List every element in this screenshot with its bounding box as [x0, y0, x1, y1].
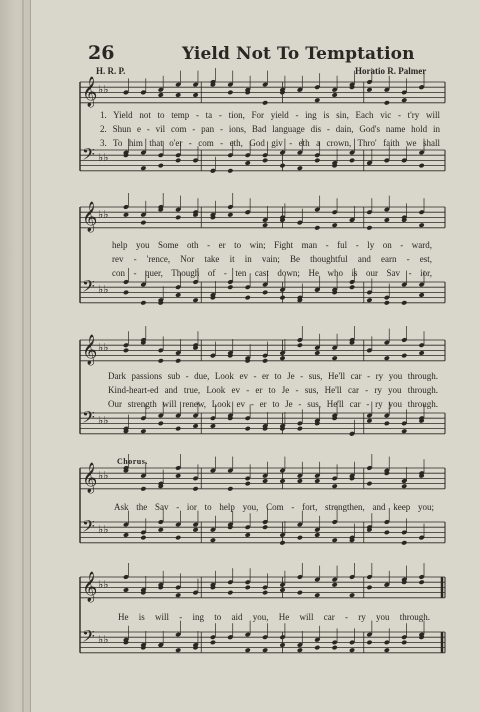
notehead [297, 342, 303, 348]
notehead [314, 158, 320, 164]
notehead [418, 222, 424, 228]
notehead [349, 647, 355, 653]
notehead [140, 220, 146, 226]
notehead [401, 483, 407, 489]
notehead [158, 358, 164, 364]
key-signature: ♭♭ [98, 283, 109, 296]
notehead [192, 527, 198, 533]
hymn-title: Yield Not To Temptation [182, 44, 415, 64]
words-author: H. R. P. [96, 66, 126, 76]
notehead [262, 478, 268, 484]
treble-clef: 𝄞 [82, 335, 98, 365]
notehead [158, 421, 164, 427]
notehead [314, 225, 320, 231]
notehead [227, 168, 233, 174]
notehead [262, 647, 268, 653]
notehead [175, 158, 181, 164]
notehead [384, 355, 390, 361]
bass-clef: 𝄢 [82, 516, 95, 540]
lyric-line-s2-v3: con - quer, Though of - ten cast down; He who is our Sav - ior, [112, 268, 432, 278]
notehead [297, 647, 303, 653]
notehead [332, 355, 338, 361]
notehead [314, 592, 320, 598]
notehead [366, 87, 372, 93]
notehead [245, 481, 251, 487]
notehead [366, 585, 372, 591]
notehead [314, 97, 320, 103]
notehead [210, 537, 216, 543]
notehead [279, 587, 285, 593]
notehead [175, 592, 181, 598]
notehead [366, 418, 372, 424]
notehead [123, 212, 129, 218]
notehead [175, 426, 181, 432]
notehead [227, 90, 233, 96]
notehead [245, 585, 251, 591]
notehead [227, 590, 233, 596]
lyric-line-s3-v3: Our strength will renew, Look ev - er to Je - sus, He'll car - ry you through. [108, 399, 438, 409]
lyric-line-s2-v2: rev - 'rence, Nor take it in vain; Be thoughtful and earn - est, [112, 254, 432, 264]
treble-clef: 𝄞 [82, 77, 98, 107]
notehead [262, 358, 268, 364]
key-signature: ♭♭ [98, 341, 109, 354]
lyric-line-s1-v1: 1. Yield not to temp - ta - tion, For yield - ing is sin, Each vic - t'ry will [100, 110, 440, 120]
notehead [297, 590, 303, 596]
notehead [123, 587, 129, 593]
notehead [384, 647, 390, 653]
notehead [210, 640, 216, 646]
notehead [314, 532, 320, 538]
notehead [332, 582, 338, 588]
music-composer: Horatio R. Palmer [355, 66, 427, 76]
notehead [227, 284, 233, 290]
notehead [192, 92, 198, 98]
notehead [123, 348, 129, 354]
lyric-line-chorus-1: Ask the Sav - ior to help you, Com - fort, strengthen, and keep you; [114, 502, 434, 512]
notehead [384, 530, 390, 536]
notehead [279, 355, 285, 361]
notehead [279, 478, 285, 484]
notehead [140, 535, 146, 541]
notehead [227, 486, 233, 492]
notehead [245, 295, 251, 301]
notehead [245, 426, 251, 432]
notehead [262, 524, 268, 530]
notehead [262, 222, 268, 228]
notehead [262, 590, 268, 596]
notehead [123, 532, 129, 538]
notehead [384, 421, 390, 427]
notehead [279, 295, 285, 301]
notehead [314, 478, 320, 484]
notehead [262, 290, 268, 296]
treble-clef: 𝄞 [82, 463, 98, 493]
notehead [140, 300, 146, 306]
notehead [366, 481, 372, 487]
notehead [227, 212, 233, 218]
notehead [384, 300, 390, 306]
notehead [349, 158, 355, 164]
notehead [384, 100, 390, 106]
notehead [175, 473, 181, 479]
key-signature: ♭♭ [98, 523, 109, 536]
notehead [158, 92, 164, 98]
bass-clef: 𝄢 [82, 626, 95, 650]
hymn-number: 26 [88, 42, 115, 64]
notehead [401, 97, 407, 103]
notehead [192, 423, 198, 429]
key-signature: ♭♭ [98, 208, 109, 221]
notehead [123, 290, 129, 296]
notehead [332, 645, 338, 651]
lyric-line-chorus-2: He is will - ing to aid you, He will car - ry you through. [118, 612, 430, 622]
notehead [384, 217, 390, 223]
notehead [262, 158, 268, 164]
notehead [175, 535, 181, 541]
notehead [210, 423, 216, 429]
notehead [401, 300, 407, 306]
notehead [279, 642, 285, 648]
notehead [158, 163, 164, 169]
key-signature: ♭♭ [98, 578, 109, 591]
notehead [175, 215, 181, 221]
notehead [279, 540, 285, 546]
notehead [366, 640, 372, 646]
notehead [418, 350, 424, 356]
treble-clef: 𝄞 [82, 572, 98, 602]
key-signature: ♭♭ [98, 633, 109, 646]
notehead [192, 486, 198, 492]
lyric-line-s1-v2: 2. Shun e - vil com - pan - ions, Bad language dis - dain, God's name hold in [100, 124, 440, 134]
notehead [297, 478, 303, 484]
bass-clef: 𝄢 [82, 407, 95, 431]
key-signature: ♭♭ [98, 469, 109, 482]
notehead [140, 165, 146, 171]
key-signature: ♭♭ [98, 151, 109, 164]
notehead [245, 160, 251, 166]
notehead [140, 428, 146, 434]
notehead [175, 92, 181, 98]
notehead [175, 292, 181, 298]
notehead [314, 645, 320, 651]
notehead [332, 483, 338, 489]
lyric-line-s2-v1: help you Some oth - er to win; Fight man - ful - ly on - ward, [112, 240, 432, 250]
notehead [297, 165, 303, 171]
notehead [245, 647, 251, 653]
notehead [349, 592, 355, 598]
notehead [418, 163, 424, 169]
notehead [401, 353, 407, 359]
notehead [401, 428, 407, 434]
notehead [401, 540, 407, 546]
lyric-line-s3-v2: Kind-heart-ed and true, Look ev - er to Je - sus, He'll car - ry you through. [108, 385, 438, 395]
treble-clef: 𝄞 [82, 202, 98, 232]
notehead [332, 537, 338, 543]
notehead [366, 225, 372, 231]
notehead [314, 350, 320, 356]
notehead [332, 222, 338, 228]
notehead [140, 486, 146, 492]
chorus-label: Chorus. [117, 457, 148, 466]
notehead [418, 292, 424, 298]
notehead [158, 527, 164, 533]
lyric-line-s3-v1: Dark passions sub - due, Look ev - er to Je - sus, He'll car - ry you through. [108, 371, 438, 381]
notehead [401, 640, 407, 646]
notehead [279, 163, 285, 169]
key-signature: ♭♭ [98, 83, 109, 96]
notehead [262, 100, 268, 106]
bass-clef: 𝄢 [82, 276, 95, 300]
notehead [297, 426, 303, 432]
notehead [192, 297, 198, 303]
notehead [175, 358, 181, 364]
notehead [418, 579, 424, 585]
notehead [175, 647, 181, 653]
notehead [245, 532, 251, 538]
lyric-line-s1-v3: 3. To him that o'er - com - eth, God giv - eth a crown, Thro' faith we shall [100, 138, 440, 148]
key-signature: ♭♭ [98, 414, 109, 427]
notehead [349, 284, 355, 290]
notehead [297, 535, 303, 541]
notehead [332, 92, 338, 98]
notehead [366, 297, 372, 303]
bass-clef: 𝄢 [82, 144, 95, 168]
